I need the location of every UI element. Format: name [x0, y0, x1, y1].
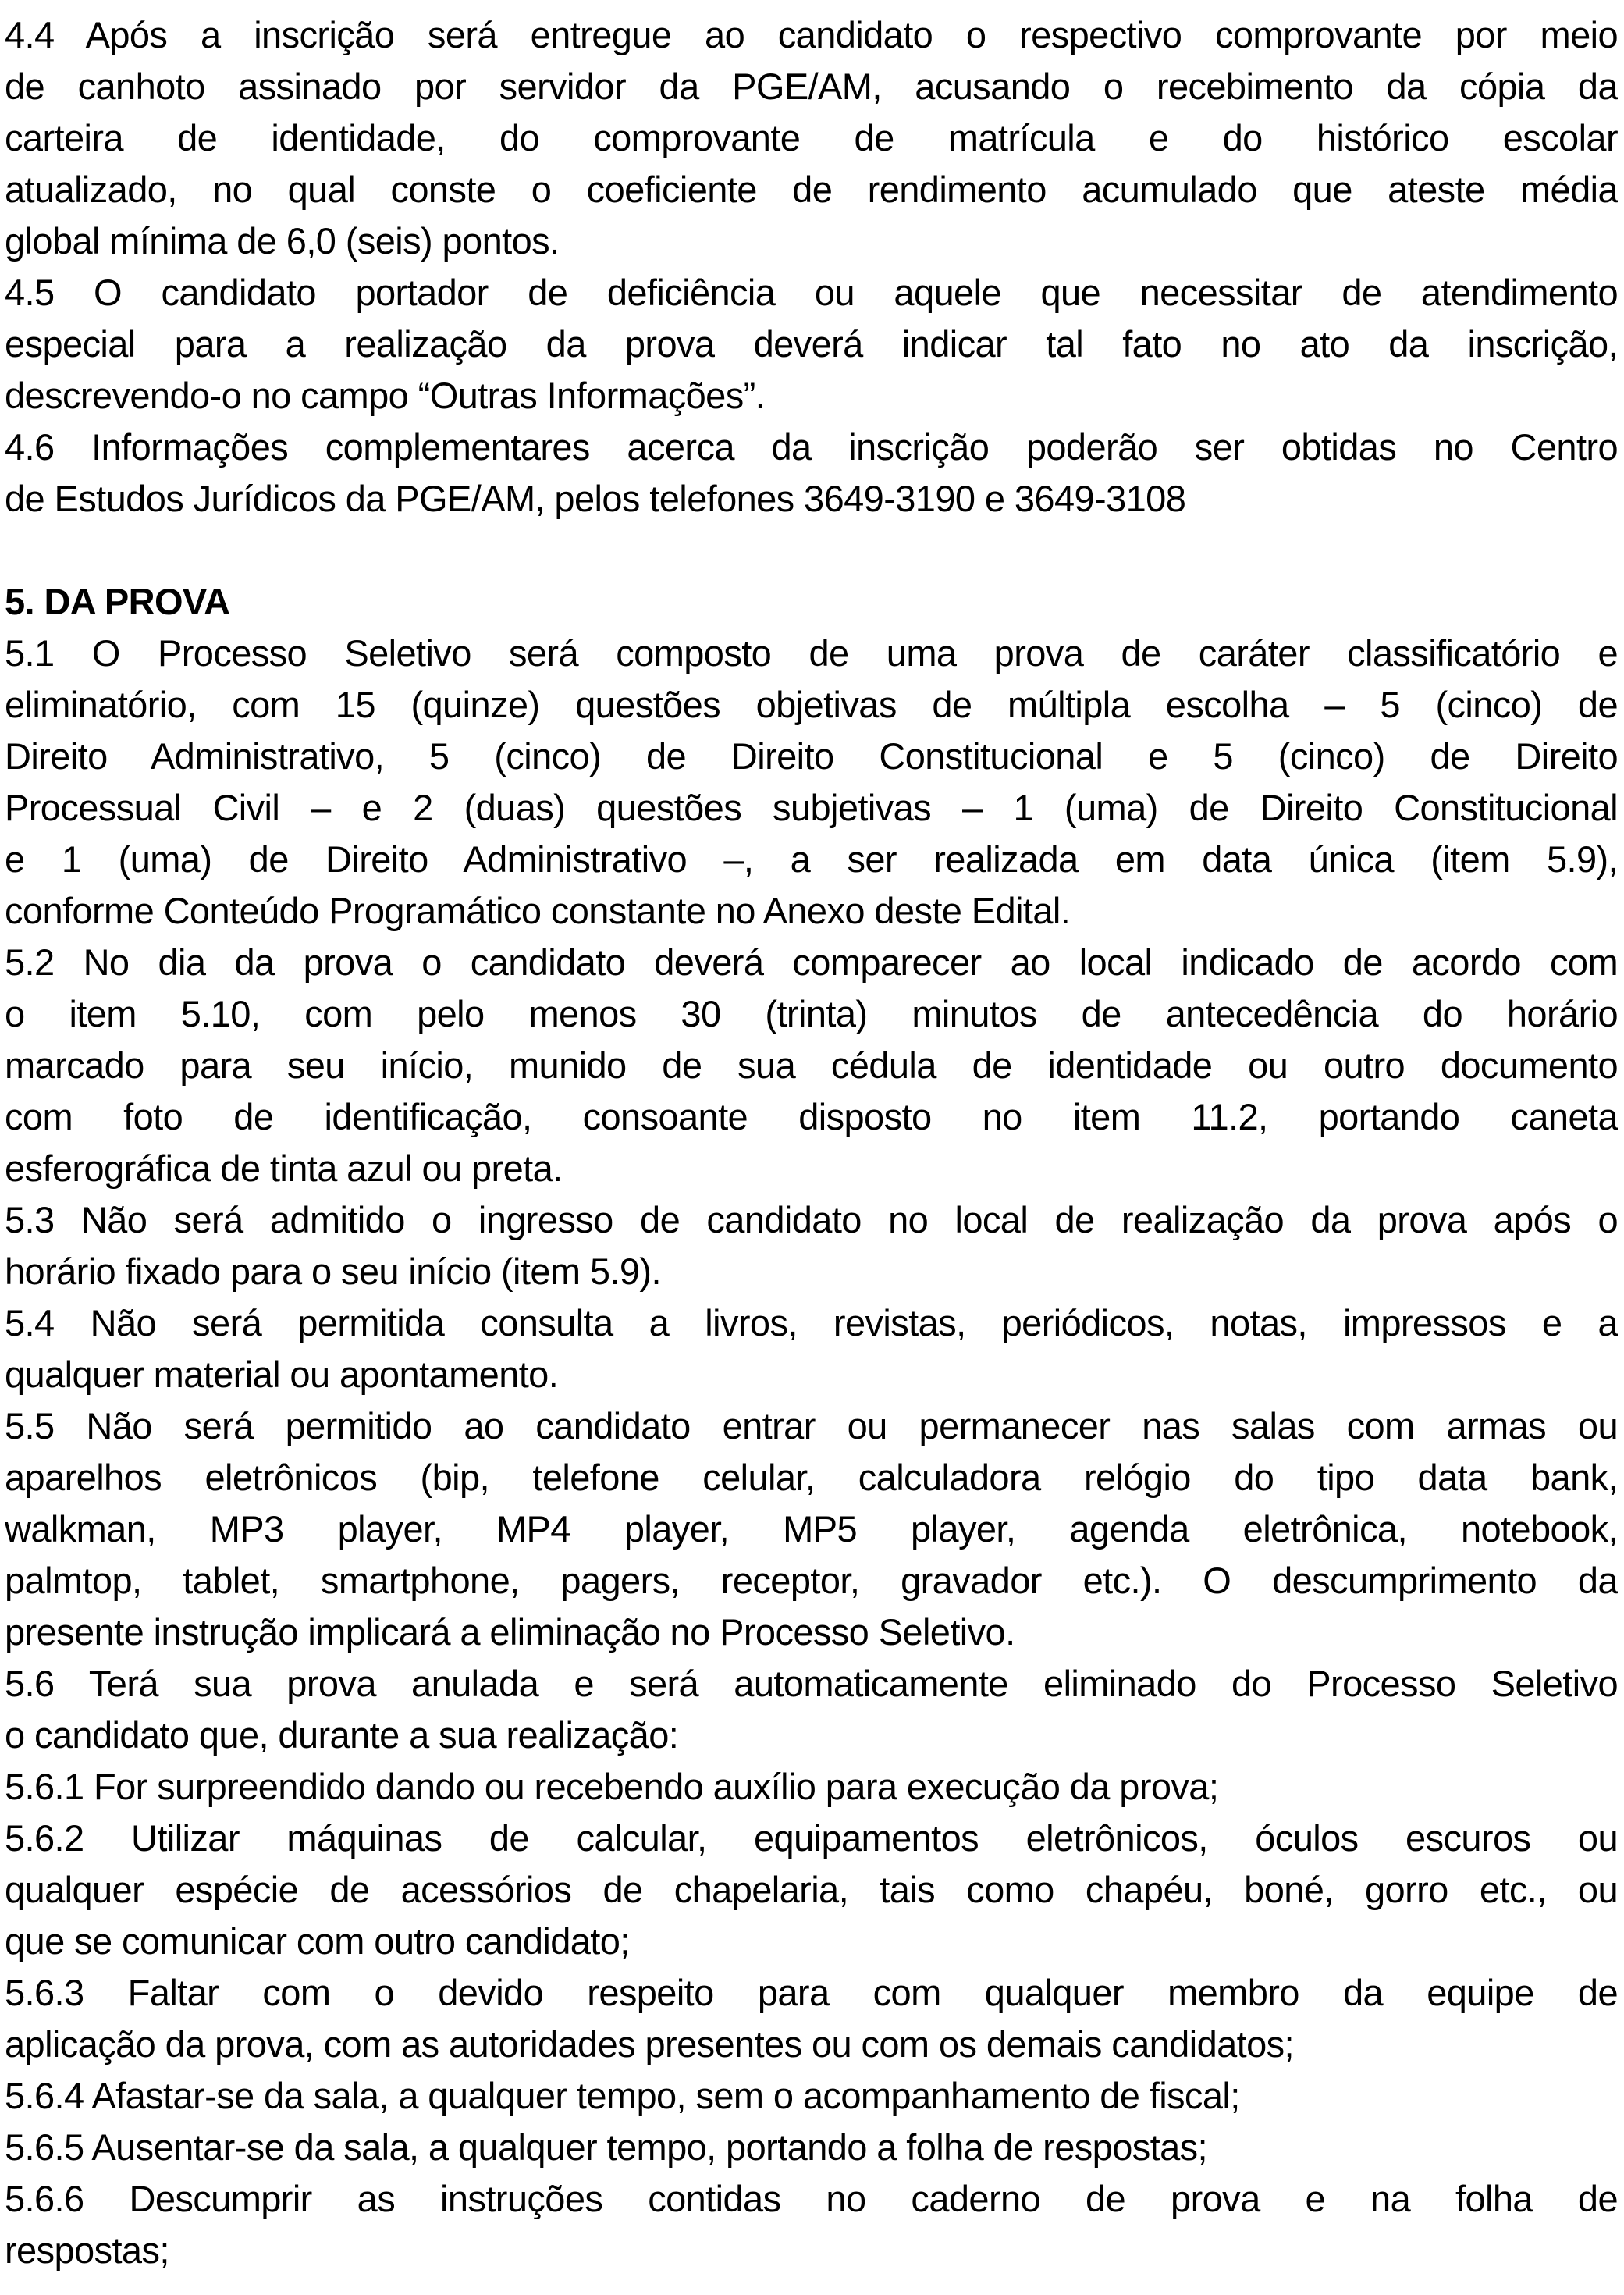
text-line: aplicação da prova, com as autoridades presentes ou com os demais candidatos; [5, 2023, 1294, 2065]
text-line: conforme Conteúdo Programático constante no Anexo deste Edital. [5, 890, 1071, 931]
text-line: marcado para seu início, munido de sua cédula de identidade ou outro documento [5, 1044, 1618, 1086]
item-5-2 [5, 937, 1618, 1194]
text-line: 5.6 Terá sua prova anulada e será automaticamente eliminado do Processo Seletivo [5, 1663, 1618, 1704]
text-line: global mínima de 6,0 (seis) pontos. [5, 220, 560, 262]
text-line: que se comunicar com outro candidato; [5, 1920, 630, 1962]
text-line: de canhoto assinado por servidor da PGE/AM, acusando o recebimento da cópia da [5, 66, 1618, 107]
text-line: especial para a realização da prova deverá indicar tal fato no ato da inscrição, [5, 323, 1618, 365]
text-line: horário fixado para o seu início (item 5.9). [5, 1251, 661, 1292]
blank-line [5, 525, 1618, 576]
text-line: walkman, MP3 player, MP4 player, MP5 player, agenda eletrônica, notebook, [5, 1508, 1618, 1550]
text-line: o candidato que, durante a sua realização: [5, 1714, 679, 1756]
text-line: qualquer material ou apontamento. [5, 1354, 559, 1395]
text-line: aparelhos eletrônicos (bip, telefone celular, calculadora relógio do tipo data bank, [5, 1457, 1618, 1498]
item-5-6-4 [5, 2070, 1618, 2122]
text-line: 5.3 Não será admitido o ingresso de candidato no local de realização da prova após o [5, 1199, 1618, 1240]
item-5-1 [5, 628, 1618, 937]
text-line: palmtop, tablet, smartphone, pagers, receptor, gravador etc.). O descumprimento da [5, 1560, 1618, 1601]
text-line: respostas; [5, 2229, 169, 2271]
text-line: 5.6.5 Ausentar-se da sala, a qualquer tempo, portando a folha de respostas; [5, 2126, 1207, 2168]
item-4-4 [5, 9, 1618, 267]
text-line: e 1 (uma) de Direito Administrativo –, a ser realizada em data única (item 5.9), [5, 838, 1618, 880]
text-line: 5.1 O Processo Seletivo será composto de uma prova de caráter classificatório e [5, 632, 1618, 674]
item-5-5 [5, 1400, 1618, 1658]
item-4-6 [5, 422, 1618, 525]
text-line: 5.2 No dia da prova o candidato deverá comparecer ao local indicado de acordo com [5, 941, 1618, 983]
text-line: 5.6.1 For surpreendido dando ou recebendo auxílio para execução da prova; [5, 1766, 1219, 1807]
text-line: descrevendo-o no campo “Outras Informações”. [5, 375, 766, 416]
item-5-6 [5, 1658, 1618, 1761]
text-line: eliminatório, com 15 (quinze) questões objetivas de múltipla escolha – 5 (cinco) de [5, 684, 1618, 725]
item-4-5 [5, 267, 1618, 422]
text-line: Processual Civil – e 2 (duas) questões subjetivas – 1 (uma) de Direito Constitucional [5, 787, 1618, 828]
text-line: o item 5.10, com pelo menos 30 (trinta) minutos de antecedência do horário [5, 993, 1618, 1034]
item-5-6-5 [5, 2122, 1618, 2173]
text-line: 5.4 Não será permitida consulta a livros, revistas, periódicos, notas, impressos e a [5, 1302, 1618, 1343]
text-line: 4.4 Após a inscrição será entregue ao candidato o respectivo comprovante por meio [5, 14, 1618, 55]
text-line: presente instrução implicará a eliminação no Processo Seletivo. [5, 1611, 1015, 1653]
text-line: de Estudos Jurídicos da PGE/AM, pelos telefones 3649-3190 e 3649-3108 [5, 478, 1186, 519]
text-line: atualizado, no qual conste o coeficiente de rendimento acumulado que ateste média [5, 169, 1618, 210]
text-line: 4.6 Informações complementares acerca da inscrição poderão ser obtidas no Centro [5, 426, 1618, 468]
text-line: 5.6.2 Utilizar máquinas de calcular, equipamentos eletrônicos, óculos escuros ou [5, 1817, 1618, 1859]
text-line: 4.5 O candidato portador de deficiência ou aquele que necessitar de atendimento [5, 272, 1618, 313]
text-line: com foto de identificação, consoante disposto no item 11.2, portando caneta [5, 1096, 1618, 1137]
text-line: 5.5 Não será permitido ao candidato entrar ou permanecer nas salas com armas ou [5, 1405, 1618, 1446]
item-5-6-1 [5, 1761, 1618, 1813]
text-line: qualquer espécie de acessórios de chapelaria, tais como chapéu, boné, gorro etc., ou [5, 1869, 1618, 1910]
text-line: 5.6.3 Faltar com o devido respeito para com qualquer membro da equipe de [5, 1972, 1618, 2013]
text-line: 5.6.4 Afastar-se da sala, a qualquer tempo, sem o acompanhamento de fiscal; [5, 2075, 1240, 2116]
text-line: 5.6.6 Descumprir as instruções contidas no caderno de prova e na folha de [5, 2178, 1618, 2219]
text-line: esferográfica de tinta azul ou preta. [5, 1148, 563, 1189]
item-5-4 [5, 1297, 1618, 1400]
text-line: Direito Administrativo, 5 (cinco) de Direito Constitucional e 5 (cinco) de Direito [5, 735, 1618, 777]
item-5-6-2 [5, 1813, 1618, 1967]
item-5-6-6 [5, 2173, 1618, 2276]
section-heading-line: 5. DA PROVA [5, 581, 230, 622]
item-5-3 [5, 1194, 1618, 1297]
item-5-6-3 [5, 1967, 1618, 2070]
blank-line [5, 525, 1618, 576]
text-line: carteira de identidade, do comprovante de matrícula e do histórico escolar [5, 117, 1618, 158]
section-5-heading [5, 576, 1618, 628]
